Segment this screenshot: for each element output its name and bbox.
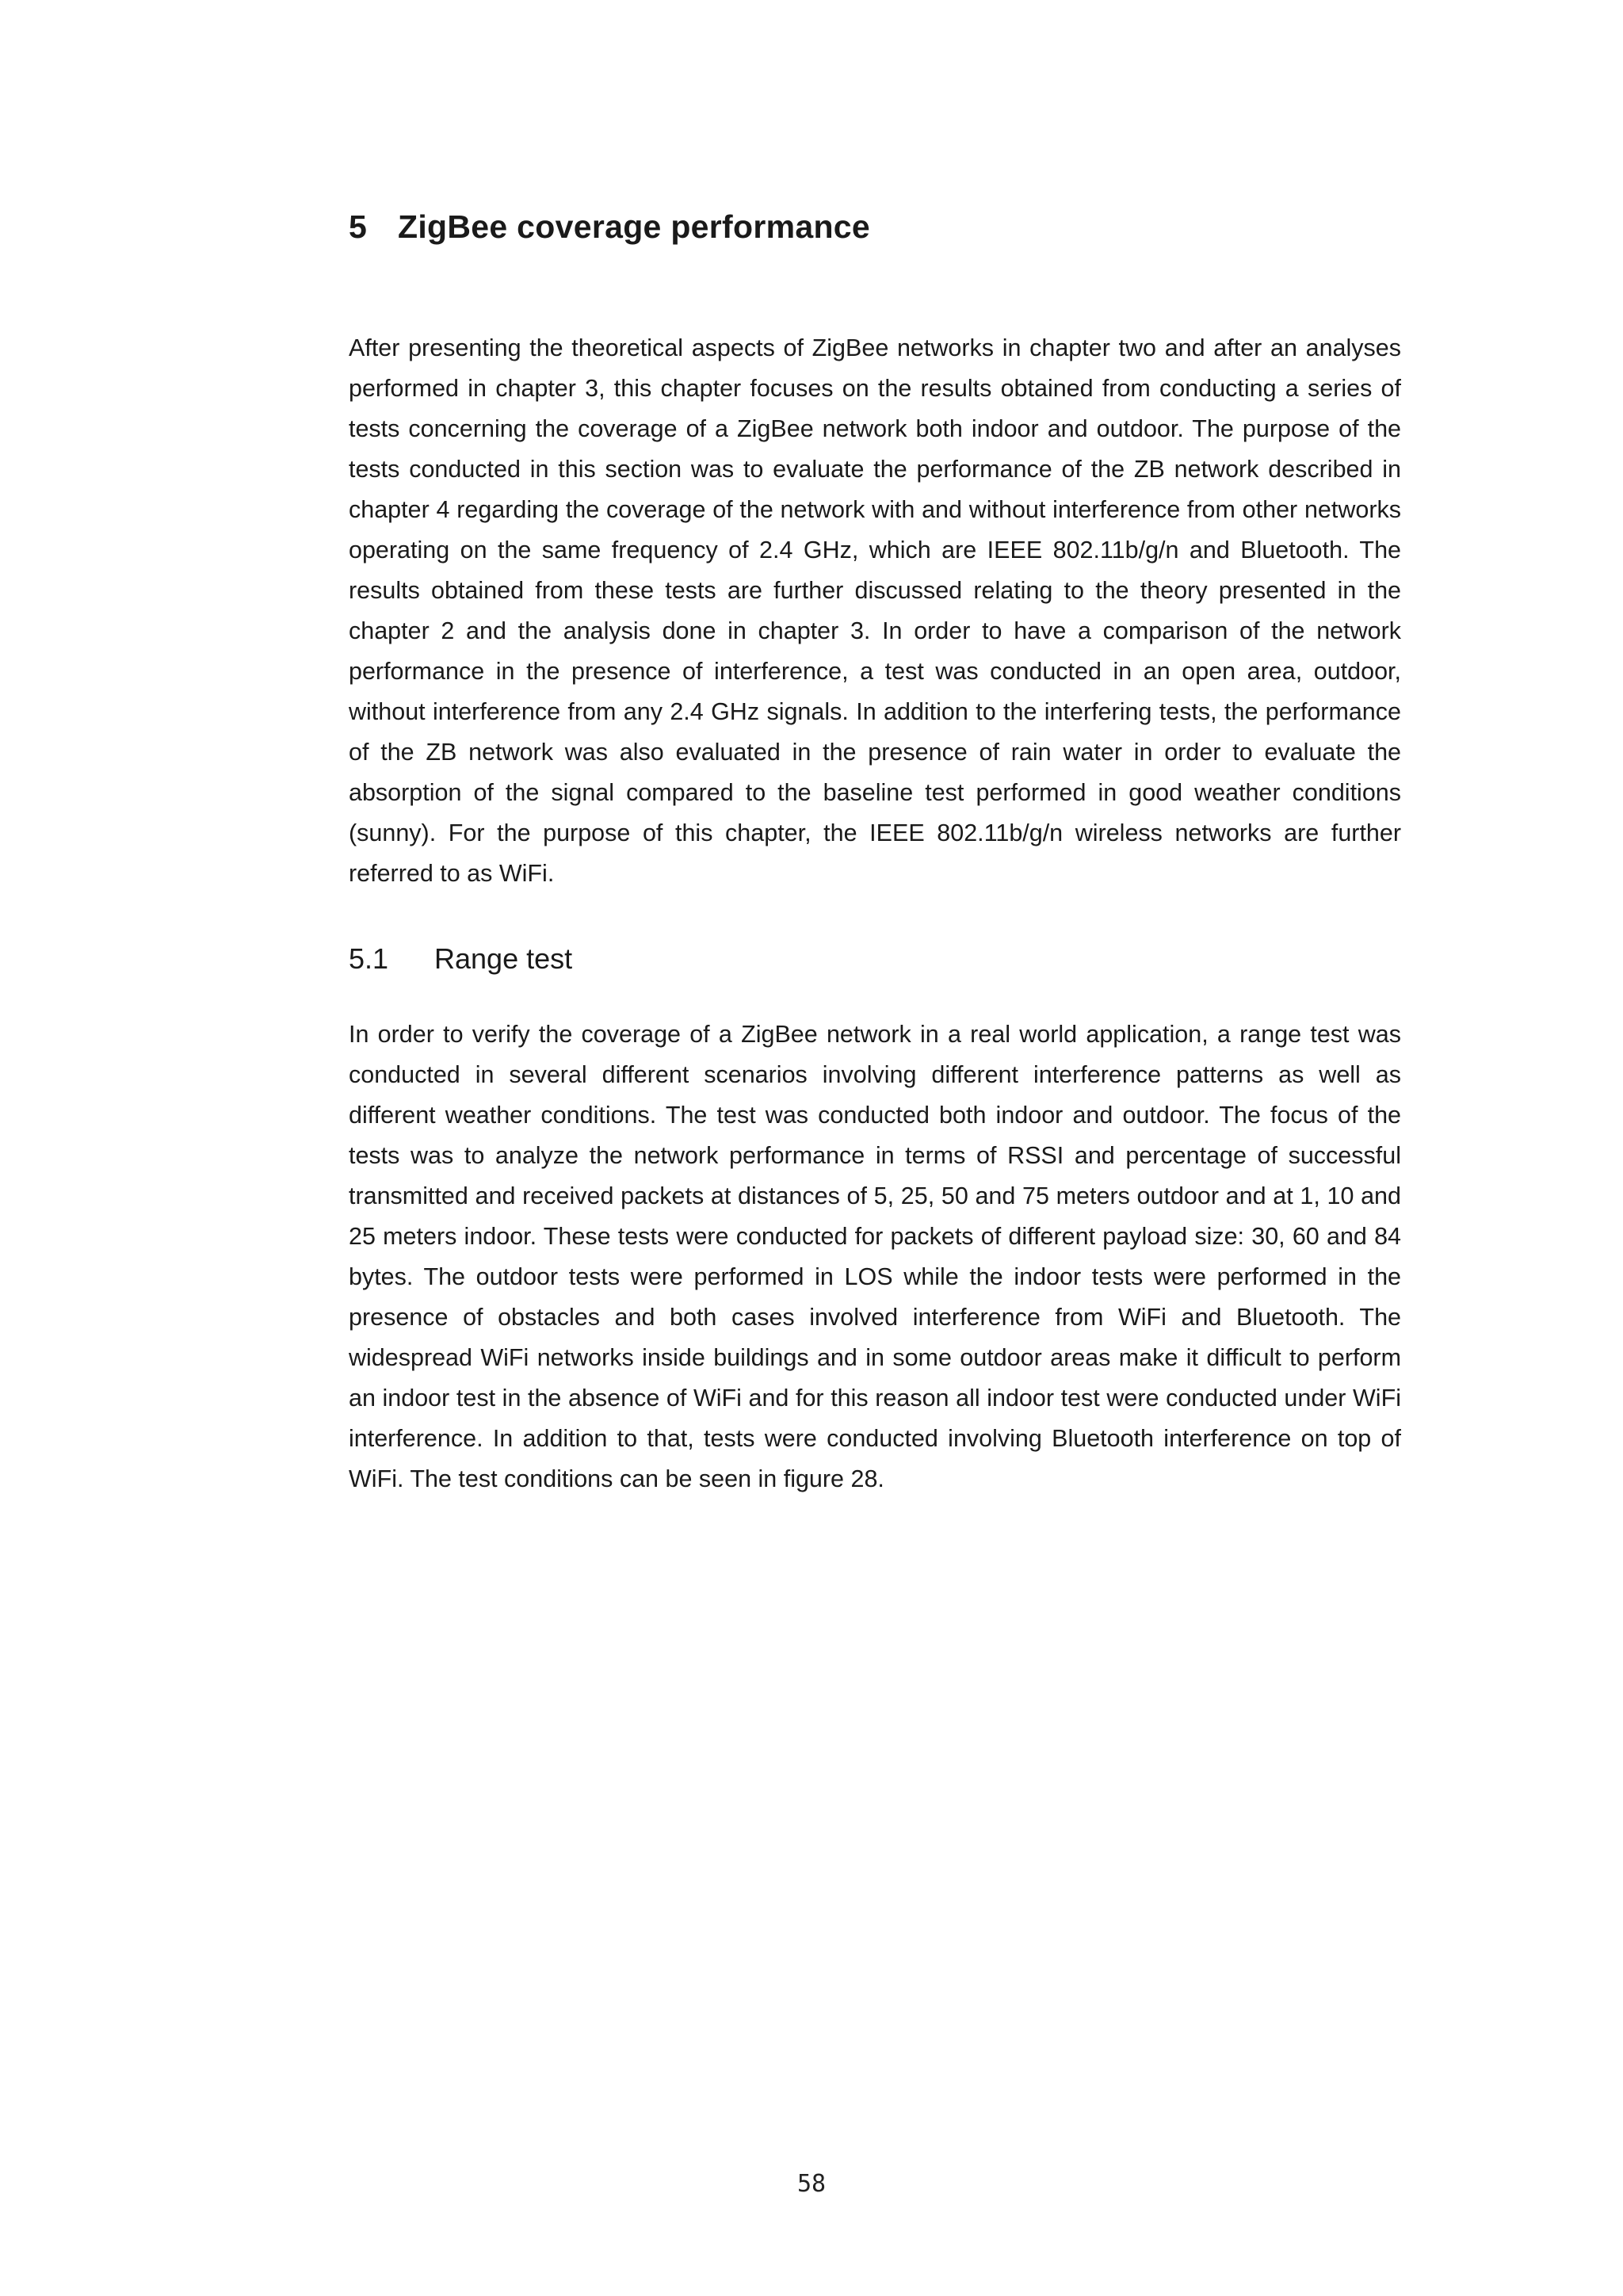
chapter-title: ZigBee coverage performance (398, 208, 870, 245)
section-heading (349, 934, 1401, 984)
chapter-number: 5 (349, 208, 368, 245)
chapter-heading (349, 198, 1401, 255)
section-number: 5.1 (349, 942, 389, 975)
chapter-intro-paragraph: After presenting the theoretical aspects of ZigBee networks in chapter two and after an analyses performed in chapter 3, this chapter focuses on the results obtained from conducting a series of tests concerning the coverage of a ZigBee network both indoor and outdoor. The purpose of the tests conducted in this section was to evaluate the performance of the ZB network described in chapter 4 regarding the coverage of the network with and without interference from other networks operating on the same frequency of 2.4 GHz, which are IEEE 802.11b/g/n and Bluetooth. The results obtained from these tests are further discussed relating to the theory presented in the chapter 2 and the analysis done in chapter 3. In order to have a comparison of the network performance in the presence of interference, a test was conducted in an open area, outdoor, without interference from any 2.4 GHz signals. In addition to the interfering tests, the performance of the ZB network was also evaluated in the presence of rain water in order to evaluate the absorption of the signal compared to the baseline test performed in good weather conditions (sunny). For the purpose of this chapter, the IEEE 802.11b/g/n wireless networks are further referred to as WiFi. (349, 334, 1401, 887)
range-test-paragraph: In order to verify the coverage of a ZigBee network in a real world application, a range test was conducted in several different scenarios involving different interference patterns as well as different weather conditions. The test was conducted both indoor and outdoor. The focus of the tests was to analyze the network performance in terms of RSSI and percentage of successful transmitted and received packets at distances of 5, 25, 50 and 75 meters outdoor and at 1, 10 and 25 meters indoor. These tests were conducted for packets of different payload size: 30, 60 and 84 bytes. The outdoor tests were performed in LOS while the indoor tests were performed in the presence of obstacles and both cases involved interference from WiFi and Bluetooth. The widespread WiFi networks inside buildings and in some outdoor areas make it difficult to perform an indoor test in the absence of WiFi and for this reason all indoor test were conducted under WiFi interference. In addition to that, tests were conducted involving Bluetooth interference on top of WiFi. The test conditions can be seen in figure 28. (349, 1021, 1401, 1492)
section-title: Range test (434, 942, 573, 975)
page-number: 58 (796, 2170, 827, 2198)
page-content (349, 198, 1401, 1499)
